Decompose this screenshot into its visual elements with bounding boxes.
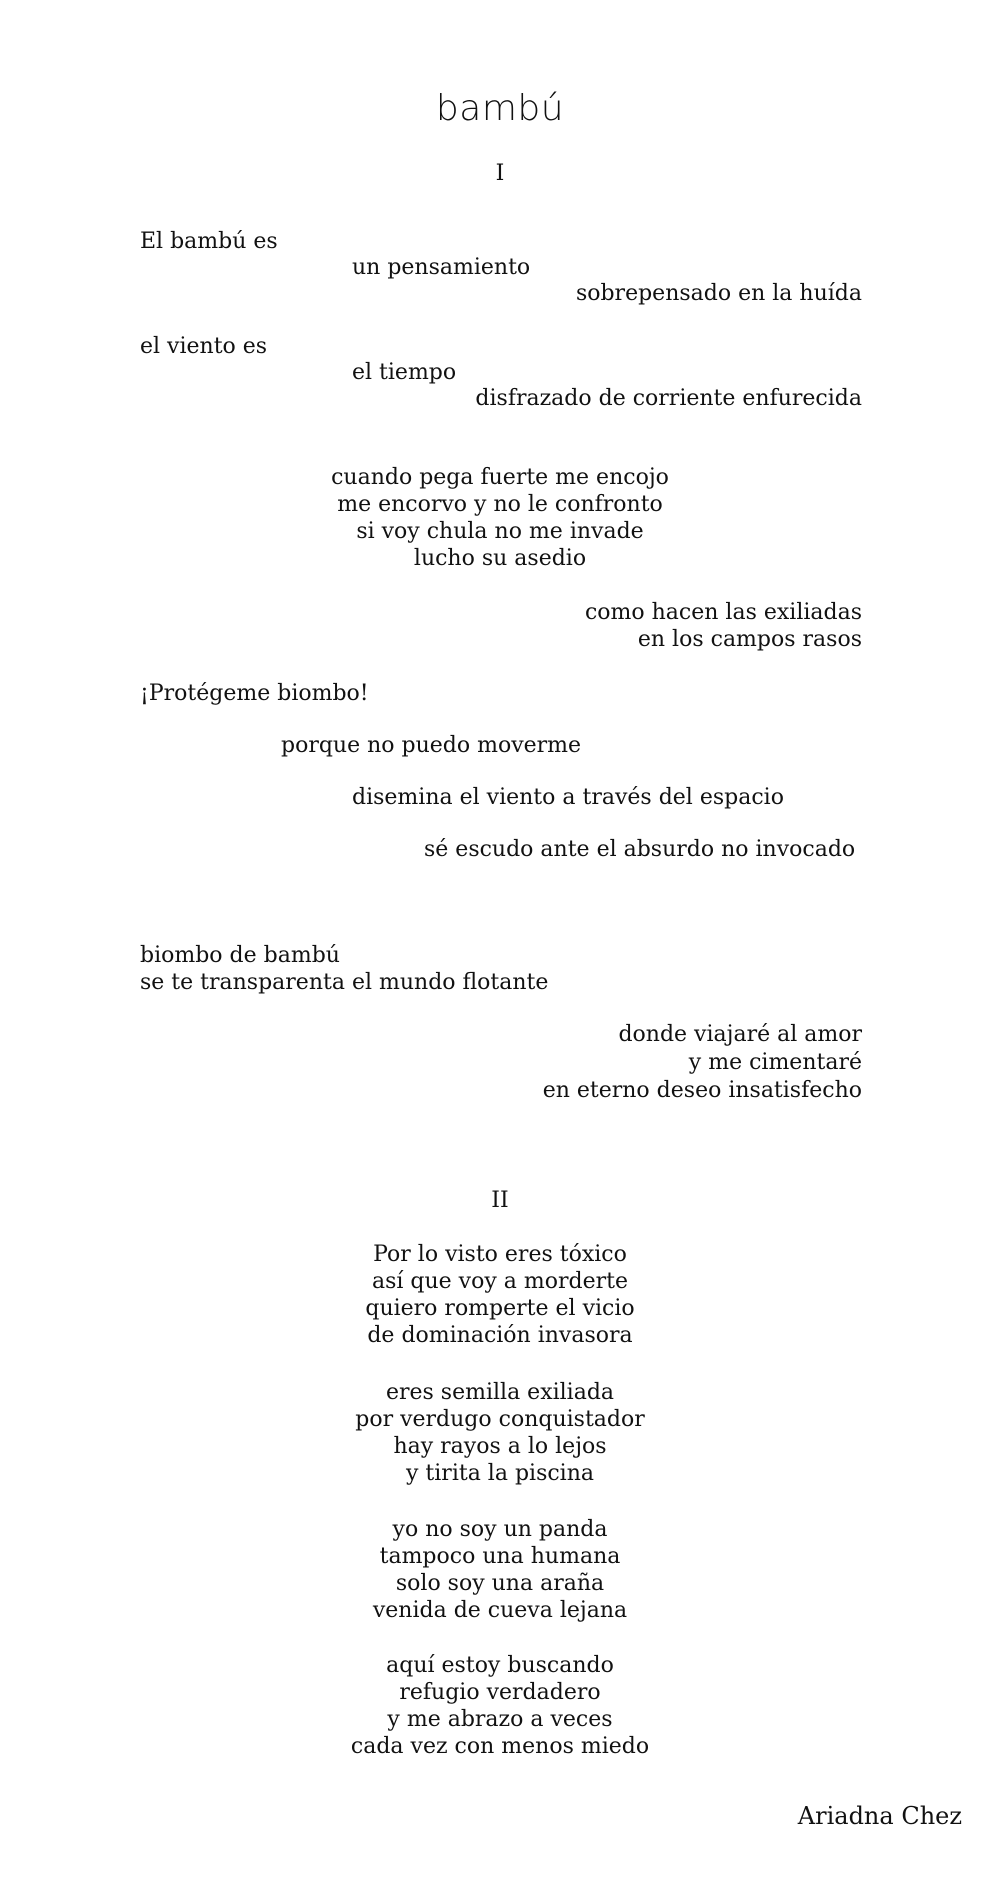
verse-line: en los campos rasos [637, 627, 862, 652]
verse-line: hay rayos a lo lejos [393, 1434, 607, 1459]
verse-line: en eterno deseo insatisfecho [542, 1078, 862, 1103]
verse-line: y me cimentaré [688, 1050, 862, 1075]
verse-line: el tiempo [352, 360, 457, 385]
verse-line: si voy chula no me invade [356, 519, 644, 544]
verse-line: disemina el viento a través del espacio [352, 785, 784, 810]
verse-line: donde viajaré al amor [618, 1022, 862, 1047]
verse-line: por verdugo conquistador [355, 1407, 645, 1432]
verse-line: biombo de bambú [140, 943, 340, 968]
verse-line: se te transparenta el mundo flotante [140, 970, 549, 995]
verse-line: El bambú es [140, 229, 278, 254]
verse-line: Por lo visto eres tóxico [373, 1242, 627, 1267]
verse-line: porque no puedo moverme [281, 733, 582, 758]
verse-line: sobrepensado en la huída [575, 281, 862, 306]
verse-line: el viento es [140, 334, 268, 359]
verse-line: como hacen las exiliadas [584, 600, 862, 625]
verse-line: cuando pega fuerte me encojo [331, 465, 669, 490]
verse-line: venida de cueva lejana [372, 1598, 628, 1623]
author-signature: Ariadna Chez [797, 1802, 962, 1830]
verse-line: cada vez con menos miedo [350, 1734, 650, 1759]
verse-line: un pensamiento [352, 255, 531, 280]
verse-line: así que voy a morderte [371, 1269, 628, 1294]
verse-line: eres semilla exiliada [385, 1380, 615, 1405]
verse-line: solo soy una araña [395, 1571, 605, 1596]
verse-line: de dominación invasora [367, 1323, 633, 1348]
section-numeral-2: II [491, 1188, 509, 1213]
verse-line: yo no soy un panda [392, 1517, 608, 1542]
poem-title: bambú [435, 88, 565, 129]
verse-line: me encorvo y no le confronto [337, 492, 663, 517]
verse-line: ¡Protégeme biombo! [140, 681, 369, 706]
verse-line: lucho su asedio [413, 546, 587, 571]
verse-line: refugio verdadero [399, 1680, 601, 1705]
verse-line: tampoco una humana [379, 1544, 621, 1569]
section-numeral-1: I [495, 161, 505, 186]
verse-line: y me abrazo a veces [387, 1707, 613, 1732]
verse-line: sé escudo ante el absurdo no invocado [424, 837, 856, 862]
verse-line: disfrazado de corriente enfurecida [475, 386, 862, 411]
verse-line: aquí estoy buscando [386, 1653, 614, 1678]
verse-line: y tirita la piscina [406, 1461, 594, 1486]
verse-line: quiero romperte el vicio [365, 1296, 635, 1321]
